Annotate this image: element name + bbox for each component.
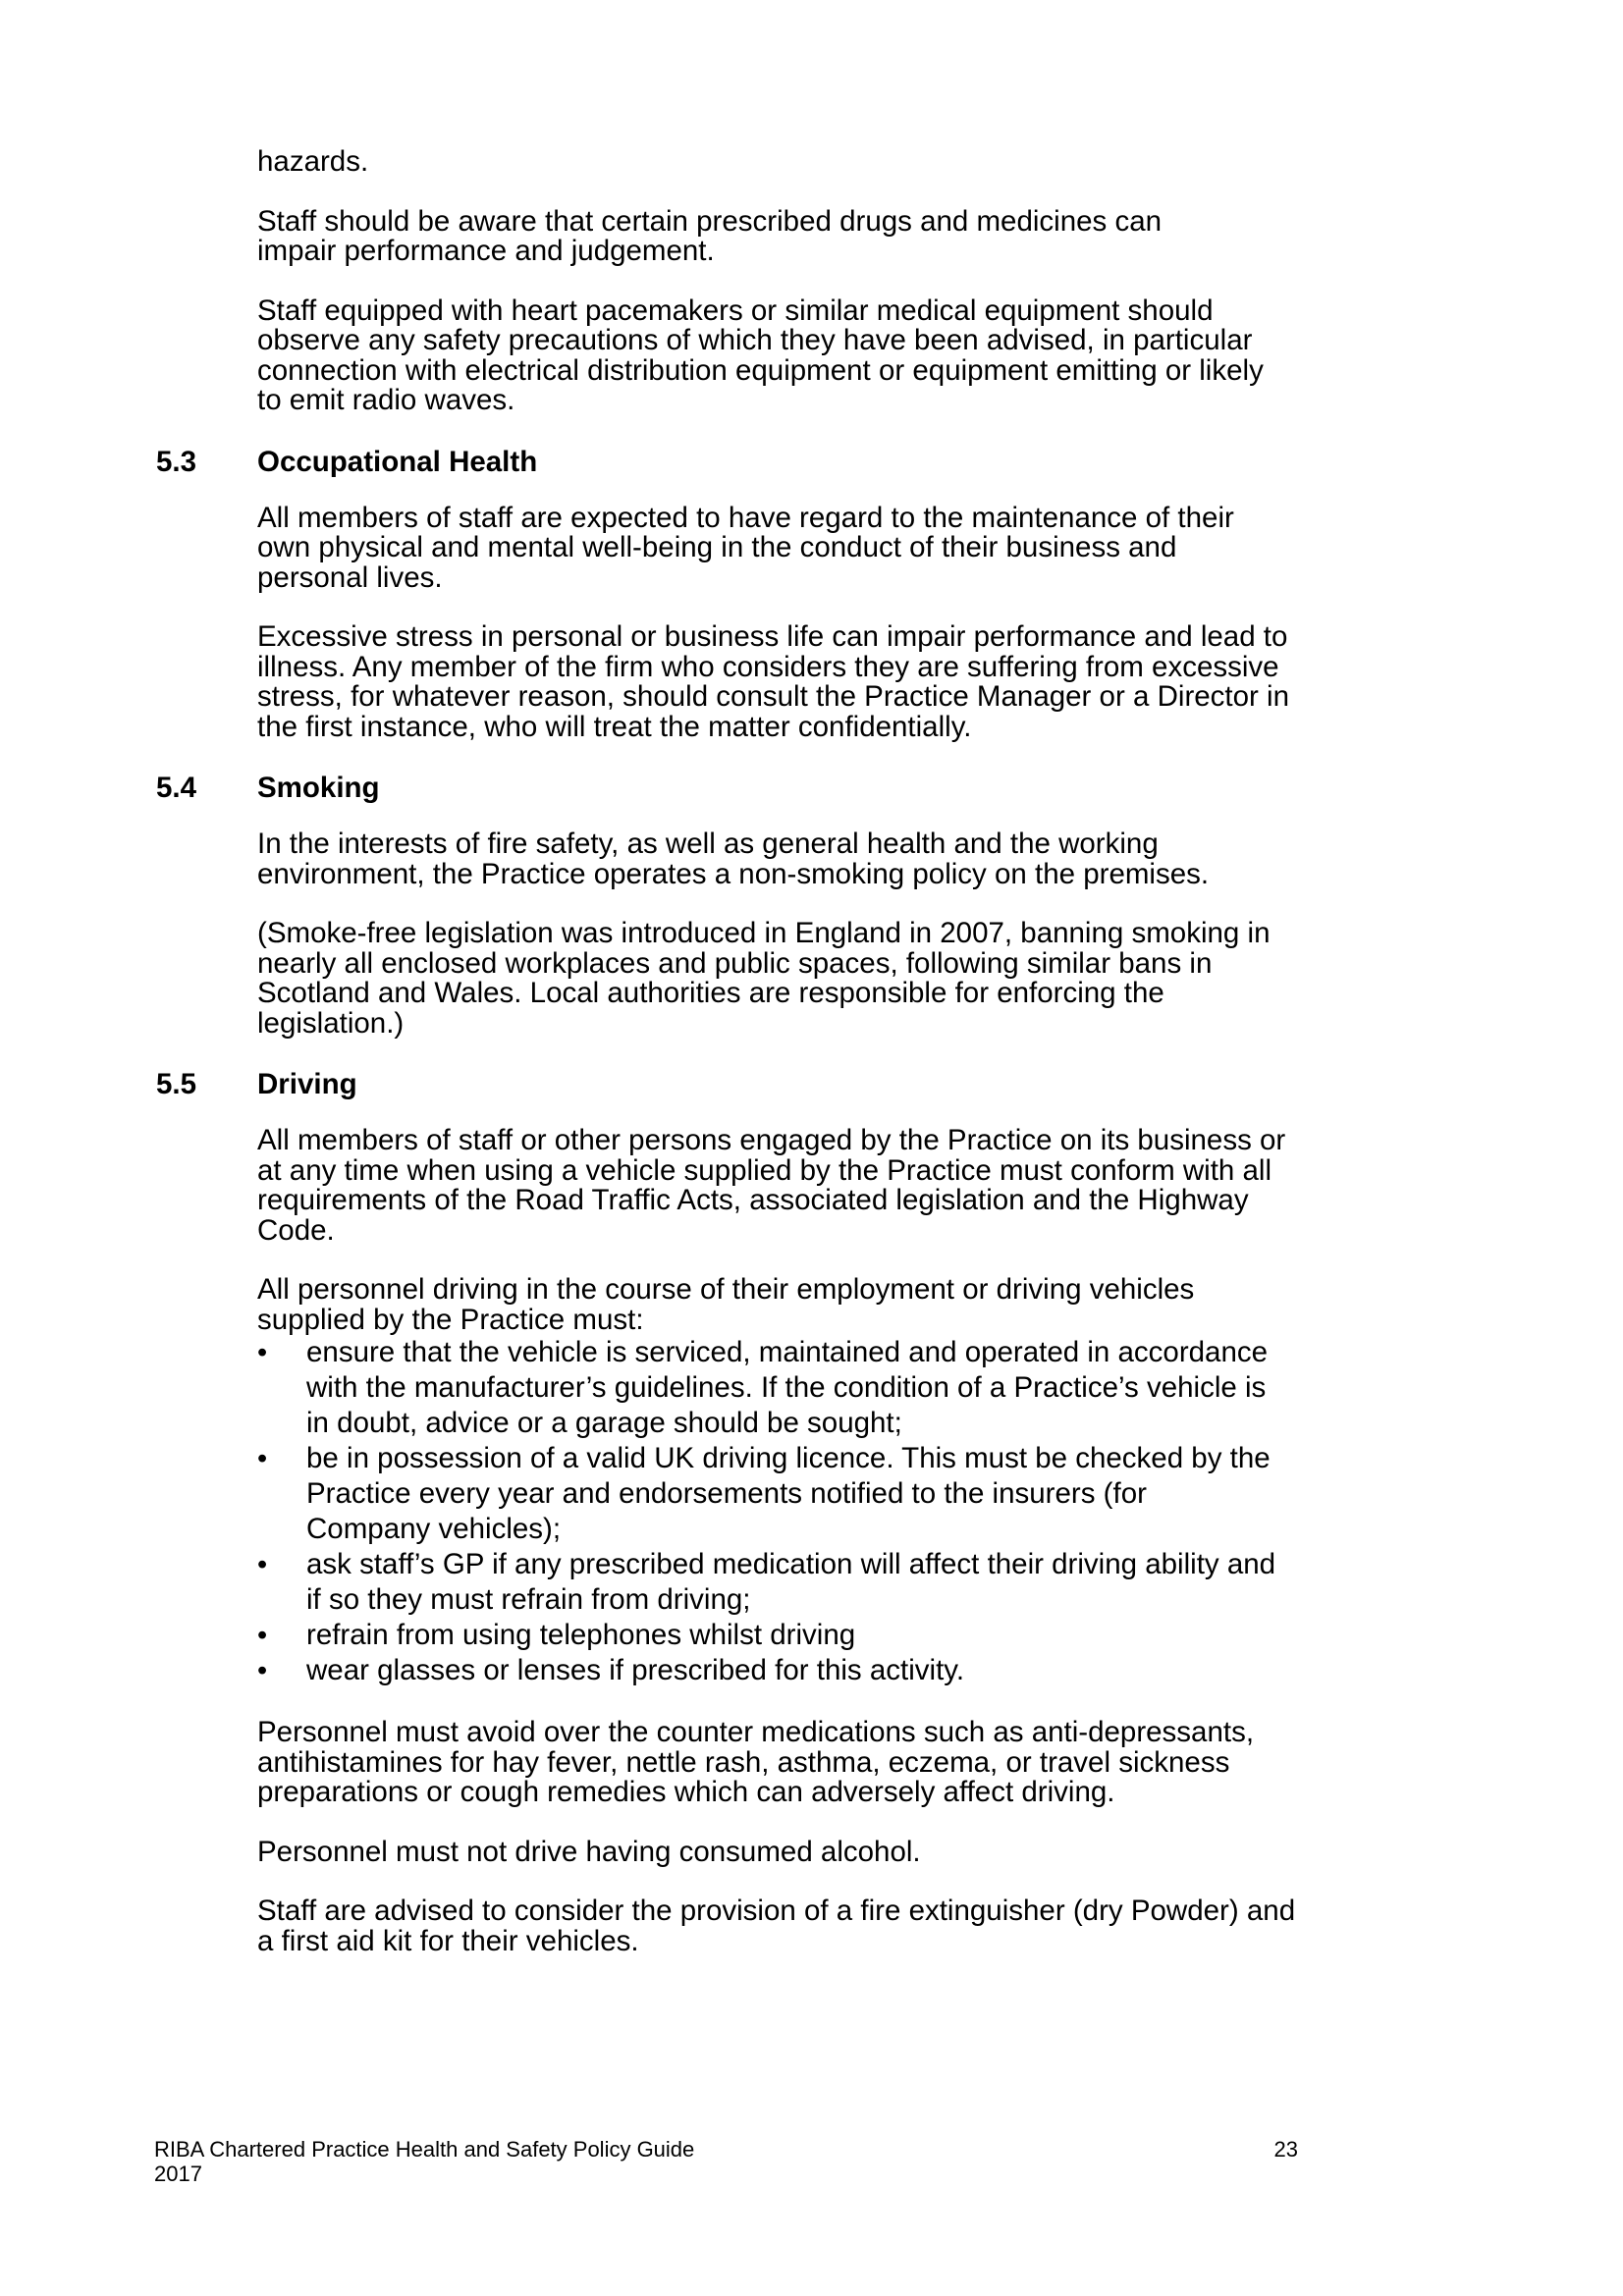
- bullet-icon: •: [257, 1337, 268, 1368]
- section-heading: [156, 445, 1298, 479]
- section-number: 5.5: [156, 1068, 197, 1100]
- section-heading: [156, 772, 1298, 805]
- list-item-text: refrain from using telephones whilst driving: [306, 1619, 856, 1651]
- list-item-text: ensure that the vehicle is serviced, maintained and operated in accordance with the manufacturer’s guidelines. If the condition of a Practice’s vehicle is in doubt, advice or a garage should be sought;: [306, 1336, 1269, 1439]
- driving-requirements-list: [257, 1335, 1278, 1688]
- list-item-text: ask staff’s GP if any prescribed medication will affect their driving ability and if so they must refrain from driving;: [306, 1548, 1276, 1616]
- section-smoking: [156, 772, 1298, 1040]
- paragraph-wellbeing: All members of staff are expected to have regard to the maintenance of their own physical and mental well-being in the conduct of their business and personal lives.: [257, 501, 1234, 594]
- list-item: [257, 1441, 1278, 1547]
- page-footer: [154, 2137, 1298, 2186]
- list-item: [257, 1335, 1278, 1441]
- section-number: 5.3: [156, 445, 197, 478]
- section-title: Driving: [257, 1068, 357, 1100]
- paragraph-counter-medications: Personnel must avoid over the counter medications such as anti-depressants, antihistamines for hay fever, nettle rash, asthma, eczema, or travel sickness preparations or cough remedies which can adversely affect driving.: [257, 1716, 1255, 1808]
- page-number: 23: [1273, 2137, 1298, 2162]
- section-heading: [156, 1068, 1298, 1101]
- paragraph-hazards: hazards.: [257, 145, 369, 178]
- paragraph-prescribed-drugs: Staff should be aware that certain prescribed drugs and medicines can impair performance and judgement.: [257, 204, 1163, 267]
- list-item: [257, 1547, 1278, 1618]
- bullet-icon: •: [257, 1549, 268, 1580]
- page-content: [156, 145, 1298, 1957]
- paragraph-pacemakers: Staff equipped with heart pacemakers or similar medical equipment should observe any safety precautions of which they have been advised, in particular connection with electrical distribution equipment or equipment emitting or likely to emit radio waves.: [257, 294, 1264, 416]
- list-item-text: wear glasses or lenses if prescribed for this activity.: [306, 1654, 965, 1686]
- section-title: Occupational Health: [257, 445, 538, 478]
- list-item: [257, 1618, 1278, 1653]
- section-driving: [156, 1068, 1298, 1957]
- section-title: Smoking: [257, 772, 380, 804]
- paragraph-stress: Excessive stress in personal or business life can impair performance and lead to illness. Any member of the firm who considers they are suffering from excessive stress, for whatever reason, should consult the Practice Manager or a Director in the first instance, who will treat the matter confidentially.: [257, 620, 1290, 743]
- paragraph-alcohol: Personnel must not drive having consumed alcohol.: [257, 1835, 921, 1868]
- footer-year: 2017: [154, 2162, 202, 2186]
- paragraph-fire-extinguisher: Staff are advised to consider the provision of a fire extinguisher (dry Powder) and a first aid kit for their vehicles.: [257, 1895, 1296, 1957]
- bullet-icon: •: [257, 1655, 268, 1686]
- footer-document-title: RIBA Chartered Practice Health and Safety Policy Guide: [154, 2137, 695, 2162]
- bullet-icon: •: [257, 1620, 268, 1651]
- paragraph-smoke-free-legislation: (Smoke-free legislation was introduced in England in 2007, banning smoking in nearly all enclosed workplaces and public spaces, following similar bans in Scotland and Wales. Local authorities are responsible for enforcing the legislation.): [257, 917, 1271, 1040]
- paragraph-personnel-must: All personnel driving in the course of their employment or driving vehicles supplied by the Practice must:: [257, 1273, 1195, 1336]
- paragraph-road-traffic-acts: All members of staff or other persons engaged by the Practice on its business or at any time when using a vehicle supplied by the Practice must conform with all requirements of the Road Traffic Acts, associated legislation and the Highway Code.: [257, 1124, 1286, 1247]
- bullet-icon: •: [257, 1443, 268, 1474]
- list-item-text: be in possession of a valid UK driving licence. This must be checked by the Practice every year and endorsements notified to the insurers (for Company vehicles);: [306, 1442, 1271, 1545]
- section-occupational-health: [156, 445, 1298, 743]
- section-number: 5.4: [156, 772, 197, 804]
- paragraph-non-smoking-policy: In the interests of fire safety, as well as general health and the working environment, the Practice operates a non-smoking policy on the premises.: [257, 828, 1210, 890]
- list-item: [257, 1653, 1278, 1688]
